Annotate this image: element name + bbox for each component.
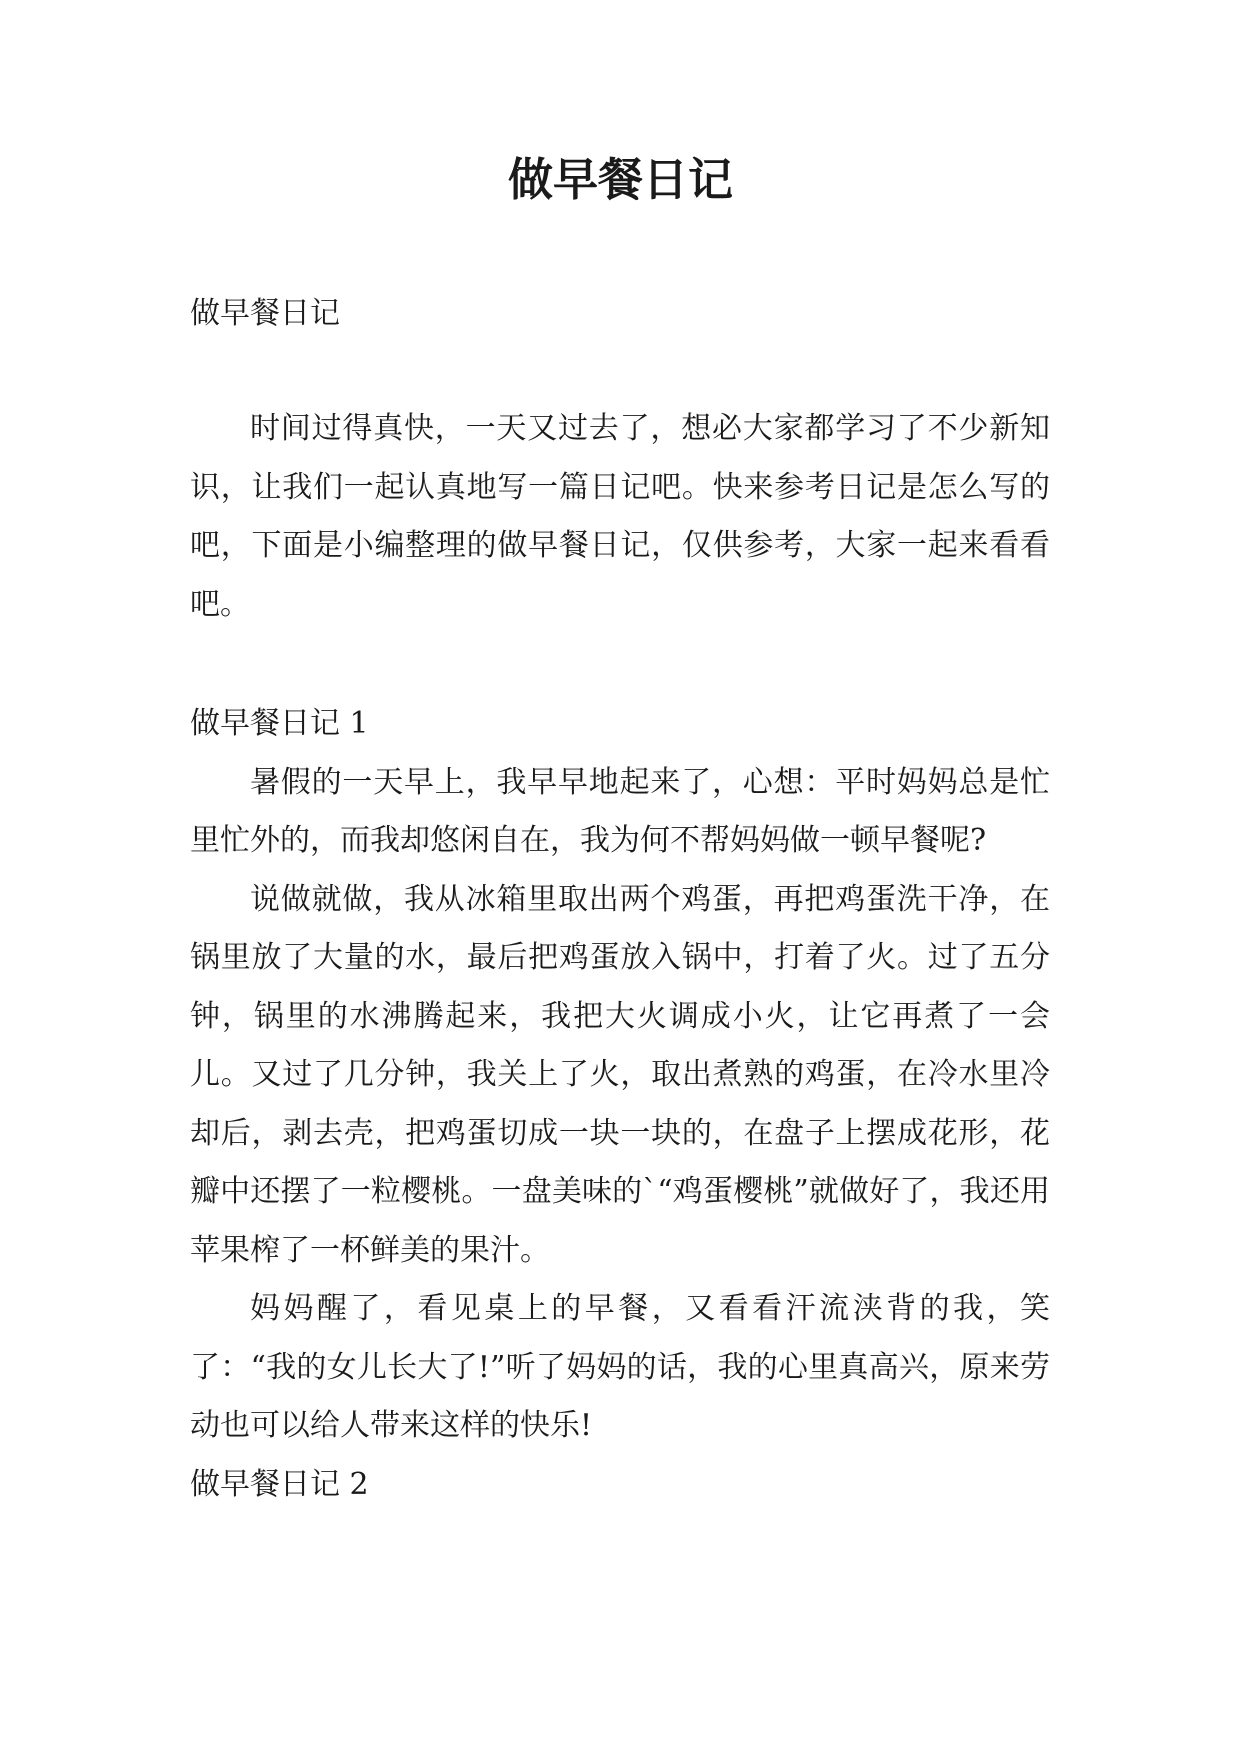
entry-1-heading: 做早餐日记 1 xyxy=(190,706,369,741)
entry-1-paragraph-3: 妈妈醒了，看见桌上的早餐，又看看汗流浃背的我，笑了：“我的女儿长大了!”听了妈妈的话，我的心里真高兴，原来劳动也可以给人带来这样的快乐! xyxy=(190,1291,1050,1443)
entry-1-paragraph-2: 说做就做，我从冰箱里取出两个鸡蛋，再把鸡蛋洗干净，在锅里放了大量的水，最后把鸡蛋放入锅中，打着了火。过了五分钟，锅里的水沸腾起来，我把大火调成小火，让它再煮了一会儿。又过了几分钟，我关上了火，取出煮熟的鸡蛋，在冷水里冷却后，剥去壳，把鸡蛋切成一块一块的，在盘子上摆成花形，花瓣中还摆了一粒樱桃。一盘美味的`“鸡蛋樱桃”就做好了，我还用苹果榨了一杯鲜美的果汁。 xyxy=(190,881,1050,1268)
intro-paragraph: 时间过得真快，一天又过去了，想必大家都学习了不少新知识，让我们一起认真地写一篇日记吧。快来参考日记是怎么写的吧，下面是小编整理的做早餐日记，仅供参考，大家一起来看看吧。 xyxy=(190,411,1050,622)
diary-entries xyxy=(190,695,1050,1514)
entry-1-paragraph-1: 暑假的一天早上，我早早地起来了，心想：平时妈妈总是忙里忙外的，而我却悠闲自在，我为何不帮妈妈做一顿早餐呢? xyxy=(190,764,1050,858)
intro-section xyxy=(190,400,1050,634)
document-subtitle: 做早餐日记 xyxy=(190,296,340,331)
document-title: 做早餐日记 xyxy=(507,153,733,206)
entry-2-heading: 做早餐日记 2 xyxy=(190,1466,369,1502)
